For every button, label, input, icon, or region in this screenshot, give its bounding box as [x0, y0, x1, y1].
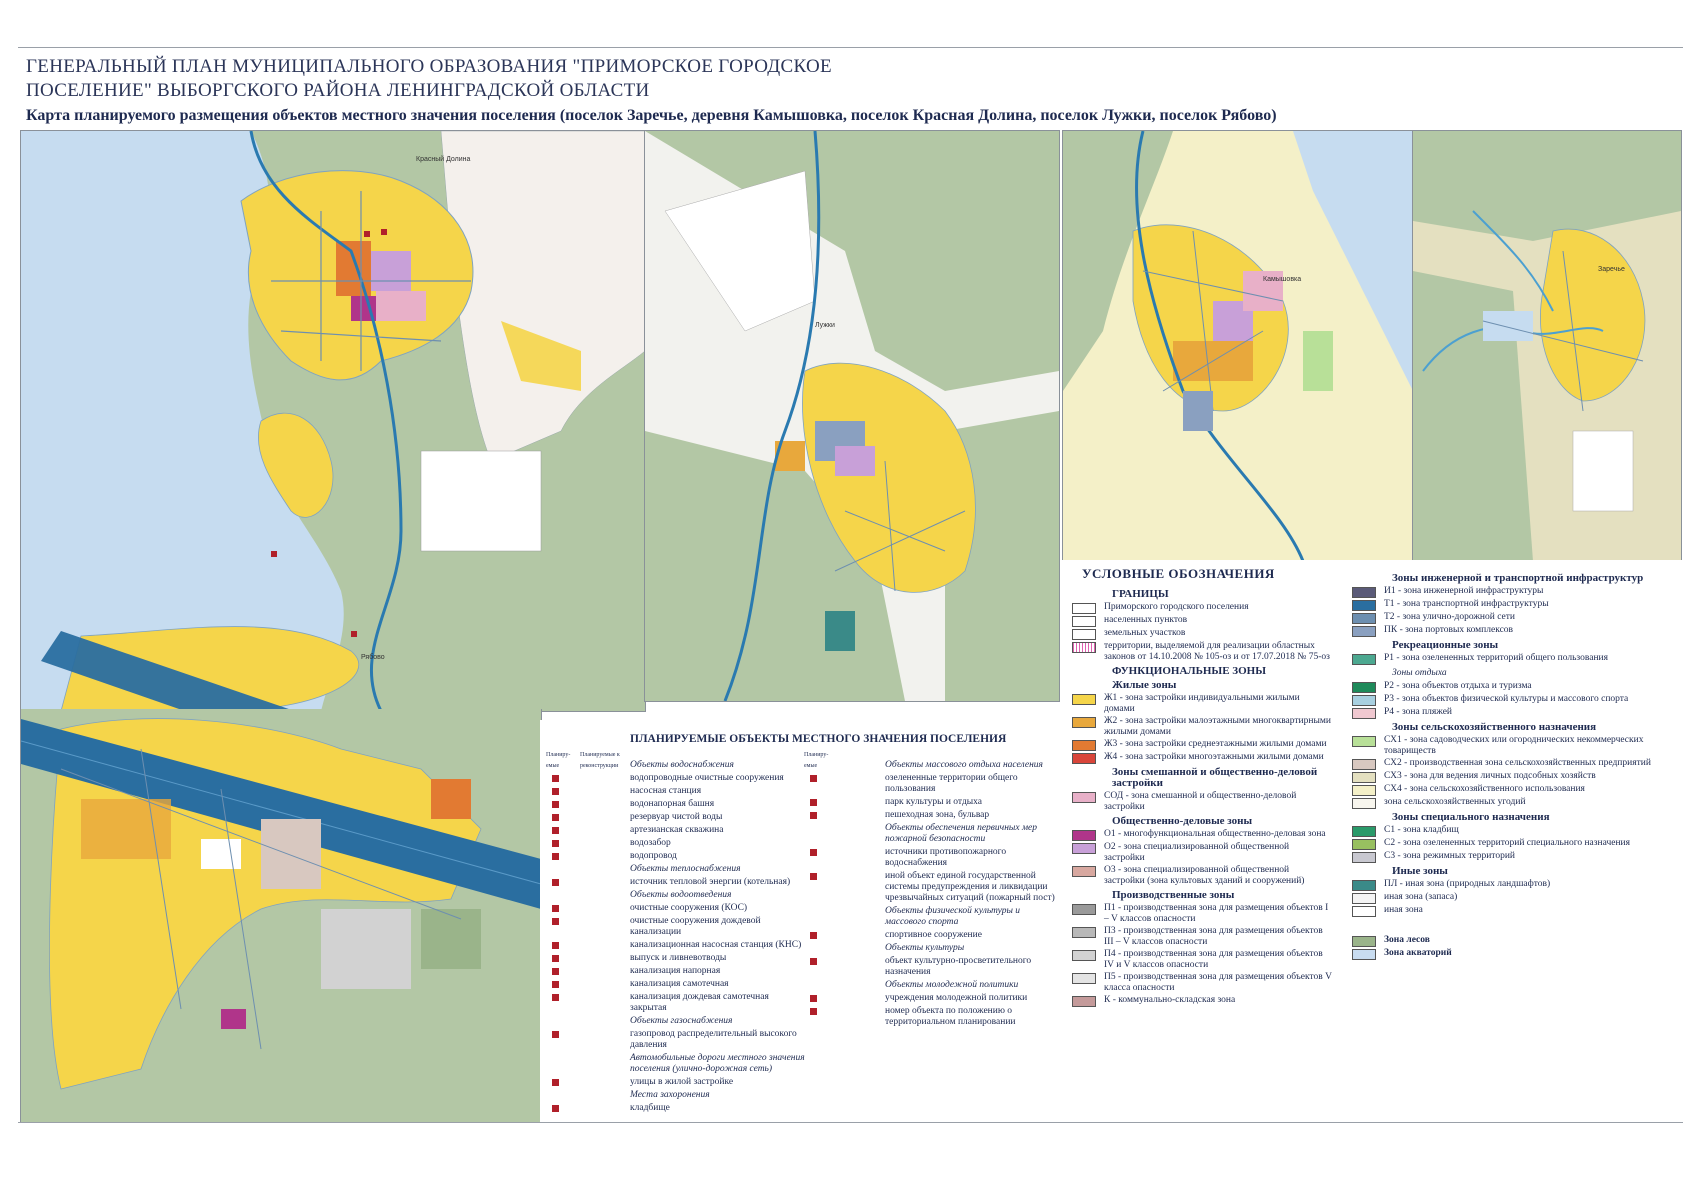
legend-swatch	[1072, 996, 1096, 1007]
legend-swatch	[1352, 736, 1376, 747]
legend-planned-item: улицы в жилой застройке	[630, 1077, 734, 1087]
legend-swatch	[1072, 792, 1096, 803]
legend-row: СХ4 - зона сельскохозяйственного использования	[1352, 784, 1682, 796]
label-krasnaya-dolina: Красный Долина	[416, 156, 471, 163]
map-subtitle: Карта планируемого размещения объектов местного значения поселения (поселок Заречье, деревня Камышовка, поселок Красная Долина, поселок Лужки, поселок Рябово)	[26, 107, 1277, 124]
legend-swatch	[1352, 906, 1376, 917]
legend-swatch	[1352, 798, 1376, 809]
legend-row: СХ2 - производственная зона сельскохозяйственных предприятий	[1352, 758, 1682, 770]
legend-planned-item: спортивное сооружение	[885, 930, 982, 940]
legend-row: Р1 - зона озелененных территорий общего пользования	[1352, 653, 1682, 665]
legend-planned-item: номер объекта по положению о территориальном планировании	[885, 1006, 1016, 1027]
map-title: ГЕНЕРАЛЬНЫЙ ПЛАН МУНИЦИПАЛЬНОГО ОБРАЗОВАНИЯ "ПРИМОРСКОЕ ГОРОДСКОЕ ПОСЕЛЕНИЕ" ВЫБОРГСКОГО РАЙОНА ЛЕНИНГРАДСКОЙ ОБЛАСТИ	[26, 56, 832, 101]
legend-row: СОД - зона смешанной и общественно-деловой застройки	[1072, 791, 1332, 813]
legend-row: Ж1 - зона застройки индивидуальными жилыми домами	[1072, 693, 1332, 715]
legend-marker-icon	[552, 1079, 559, 1086]
legend-section-heading: ФУНКЦИОНАЛЬНЫЕ ЗОНЫ	[1112, 665, 1267, 677]
legend-planned-item: Объекты газоснабжения	[630, 1016, 733, 1026]
legend-swatch	[1072, 603, 1096, 614]
legend-row: С1 - зона кладбищ	[1352, 825, 1682, 837]
legend-section-heading: Зоны инженерной и транспортной инфраструктур	[1392, 572, 1644, 584]
legend-main-title: УСЛОВНЫЕ ОБОЗНАЧЕНИЯ	[1082, 566, 1275, 581]
legend-row: зона сельскохозяйственных угодий	[1352, 797, 1682, 809]
legend-section-heading: ГРАНИЦЫ	[1112, 588, 1169, 600]
legend-planned-item: резервуар чистой воды	[630, 812, 723, 822]
legend-planned-item: кладбище	[630, 1103, 670, 1113]
legend-row: К - коммунально-складская зона	[1072, 995, 1332, 1007]
legend-planned-item: канализационная насосная станция (КНС)	[630, 940, 802, 950]
legend-planned-item: Места захоронения	[630, 1090, 710, 1100]
label-ryabovo: Рябово	[361, 654, 385, 661]
legend-planned-item: Объекты водоснабжения	[630, 760, 734, 770]
legend-row: С3 - зона режимных территорий	[1352, 851, 1682, 863]
legend-marker-icon	[552, 840, 559, 847]
legend-marker-icon	[810, 775, 817, 782]
legend-planned-item: очистные сооружения дождевой канализации	[630, 916, 761, 937]
top-rule	[18, 47, 1683, 48]
legend-planned-item: Объекты теплоснабжения	[630, 864, 741, 874]
legend-main	[1062, 560, 1682, 1122]
legend-row: земельных участков	[1072, 628, 1332, 640]
legend-swatch	[1072, 830, 1096, 841]
col-planned-header-2: Планиру-емые	[804, 752, 829, 769]
legend-marker-icon	[552, 981, 559, 988]
legend-row: О1 - многофункциональная общественно-деловая зона	[1072, 829, 1332, 841]
map-panel-kamyshovka[interactable]	[1062, 130, 1414, 562]
legend-planned-item: насосная станция	[630, 786, 702, 796]
legend-marker-icon	[552, 775, 559, 782]
legend-planned-item: газопровод распределительный высокого давления	[630, 1029, 797, 1050]
legend-row: Т2 - зона улично-дорожной сети	[1352, 612, 1682, 624]
legend-swatch	[1352, 587, 1376, 598]
legend-planned-item: Объекты обеспечения первичных мер пожарной безопасности	[885, 823, 1037, 844]
legend-swatch	[1352, 785, 1376, 796]
legend-row: Зона лесов	[1352, 935, 1682, 947]
legend-marker-icon	[552, 1105, 559, 1112]
label-luzhki: Лужки	[815, 322, 835, 329]
legend-marker-icon	[552, 879, 559, 886]
legend-section-heading: Зоны отдыха	[1392, 668, 1447, 678]
legend-planned-item: артезианская скважина	[630, 825, 724, 835]
legend-planned-item: Объекты молодежной политики	[885, 980, 1019, 990]
legend-planned-item: водонапорная башня	[630, 799, 715, 809]
legend-marker-icon	[552, 994, 559, 1001]
map-panel-ryabovo[interactable]	[20, 709, 542, 1123]
legend-marker-icon	[552, 918, 559, 925]
legend-swatch	[1352, 936, 1376, 947]
legend-swatch	[1072, 642, 1096, 653]
label-kamyshovka: Камышовка	[1263, 276, 1302, 283]
legend-planned-item: пешеходная зона, бульвар	[885, 810, 990, 820]
legend-row: иная зона (запаса)	[1352, 892, 1682, 904]
legend-row: СХ3 - зона для ведения личных подсобных хозяйств	[1352, 771, 1682, 783]
legend-swatch	[1072, 717, 1096, 728]
legend-planned-item: озелененные территории общего пользования	[885, 773, 1018, 794]
legend-swatch	[1352, 949, 1376, 960]
legend-marker-icon	[552, 955, 559, 962]
legend-marker-icon	[552, 968, 559, 975]
legend-swatch	[1072, 950, 1096, 961]
legend-section-heading: Общественно-деловые зоны	[1112, 815, 1253, 827]
col-planned-header: Планиру-емые	[546, 752, 571, 769]
legend-row: О3 - зона специализированной общественной застройки (зона культовых зданий и сооружений)	[1072, 865, 1332, 887]
legend-row: С2 - зона озелененных территорий специального назначения	[1352, 838, 1682, 850]
legend-row: территории, выделяемой для реализации областных законов от 14.10.2008 № 105-оз и от 17.07.2018 № 75-оз	[1072, 641, 1332, 663]
label-zarechye: Заречье	[1598, 266, 1625, 273]
legend-marker-icon	[552, 905, 559, 912]
legend-planned-item: канализация напорная	[630, 966, 721, 976]
legend-row: ПК - зона портовых комплексов	[1352, 625, 1682, 637]
legend-swatch	[1352, 682, 1376, 693]
legend-marker-icon	[810, 873, 817, 880]
legend-planned-item: источник тепловой энергии (котельная)	[630, 877, 791, 887]
legend-swatch	[1352, 826, 1376, 837]
legend-swatch	[1352, 600, 1376, 611]
legend-swatch	[1072, 616, 1096, 627]
legend-swatch	[1072, 904, 1096, 915]
legend-planned-item: Объекты массового отдыха населения	[885, 760, 1043, 770]
legend-planned-item: объект культурно-просветительного назначения	[885, 956, 1032, 977]
legend-planned-item: водопровод	[630, 851, 677, 861]
legend-row: иная зона	[1352, 905, 1682, 917]
legend-planned-title: ПЛАНИРУЕМЫЕ ОБЪЕКТЫ МЕСТНОГО ЗНАЧЕНИЯ ПОСЕЛЕНИЯ	[630, 733, 1007, 745]
map-panel-krasnaya-dolina[interactable]	[20, 130, 646, 712]
legend-row: Р3 - зона объектов физической культуры и массового спорта	[1352, 694, 1682, 706]
legend-swatch	[1072, 866, 1096, 877]
legend-swatch	[1352, 852, 1376, 863]
legend-section-heading: Жилые зоны	[1112, 679, 1177, 691]
legend-marker-icon	[552, 801, 559, 808]
legend-row: П3 - производственная зона для размещения объектов III – V классов опасности	[1072, 926, 1332, 948]
legend-row: П1 - производственная зона для размещения объектов I – V классов опасности	[1072, 903, 1332, 925]
legend-section-heading: Зоны сельскохозяйственного назначения	[1392, 721, 1597, 733]
legend-planned-item: Объекты физической культуры и массового спорта	[885, 906, 1021, 927]
legend-swatch	[1072, 694, 1096, 705]
legend-swatch	[1072, 753, 1096, 764]
legend-planned-item: выпуск и ливневотводы	[630, 953, 727, 963]
map-panel-zarechye[interactable]	[1412, 130, 1682, 562]
legend-swatch	[1072, 927, 1096, 938]
legend-marker-icon	[810, 958, 817, 965]
legend-marker-icon	[810, 849, 817, 856]
legend-swatch	[1072, 843, 1096, 854]
legend-section-heading: Зоны специального назначения	[1392, 811, 1550, 823]
legend-row: ПЛ - иная зона (природных ландшафтов)	[1352, 879, 1682, 891]
legend-marker-icon	[810, 932, 817, 939]
legend-planned-item: Автомобильные дороги местного значения поселения (улично-дорожная сеть)	[630, 1053, 805, 1074]
legend-swatch	[1352, 708, 1376, 719]
legend-swatch	[1352, 654, 1376, 665]
legend-section-heading: Иные зоны	[1392, 865, 1448, 877]
legend-swatch	[1352, 695, 1376, 706]
legend-row: Р4 - зона пляжей	[1352, 707, 1682, 719]
legend-planned-item: Объекты культуры	[885, 943, 965, 953]
legend-row: И1 - зона инженерной инфраструктуры	[1352, 586, 1682, 598]
legend-section-heading: Рекреационные зоны	[1392, 639, 1499, 651]
legend-swatch	[1352, 880, 1376, 891]
legend-planned-item: учреждения молодежной политики	[885, 993, 1028, 1003]
legend-row: Т1 - зона транспортной инфраструктуры	[1352, 599, 1682, 611]
col-reconstr-header: Планируемые к реконструкции	[580, 752, 620, 769]
legend-row: СХ1 - зона садоводческих или огороднических некоммерческих товариществ	[1352, 735, 1682, 757]
legend-planned-item: водопроводные очистные сооружения	[630, 773, 784, 783]
legend-marker-icon	[810, 995, 817, 1002]
legend-row: О2 - зона специализированной общественной застройки	[1072, 842, 1332, 864]
legend-planned-item: парк культуры и отдыха	[885, 797, 983, 807]
legend-planned-item: канализация дождевая самотечная закрытая	[630, 992, 769, 1013]
legend-row: П5 - производственная зона для размещения объектов V класса опасности	[1072, 972, 1332, 994]
legend-planned-item: очистные сооружения (КОС)	[630, 903, 748, 913]
legend-swatch	[1352, 772, 1376, 783]
legend-planned-item: источники противопожарного водоснабжения	[885, 847, 1007, 868]
legend-swatch	[1072, 740, 1096, 751]
legend-marker-icon	[810, 799, 817, 806]
legend-row: Ж2 - зона застройки малоэтажными многоквартирными жилыми домами	[1072, 716, 1332, 738]
legend-planned-item: Объекты водоотведения	[630, 890, 732, 900]
legend-row: Приморского городского поселения	[1072, 602, 1332, 614]
legend-planned-item: канализация самотечная	[630, 979, 729, 989]
legend-marker-icon	[552, 788, 559, 795]
legend-swatch	[1352, 613, 1376, 624]
legend-marker-icon	[552, 814, 559, 821]
legend-planned-item: иной объект единой государственной системы предупреждения и ликвидации чрезвычайных ситуаций (пожарный пост)	[885, 871, 1055, 903]
legend-swatch	[1352, 839, 1376, 850]
legend-section-heading: Производственные зоны	[1112, 889, 1235, 901]
legend-swatch	[1072, 629, 1096, 640]
legend-swatch	[1352, 893, 1376, 904]
legend-marker-icon	[552, 827, 559, 834]
legend-row: П4 - производственная зона для размещения объектов IV и V классов опасности	[1072, 949, 1332, 971]
legend-planned-objects	[540, 720, 1062, 1122]
legend-swatch	[1072, 973, 1096, 984]
map-panel-luzhki[interactable]	[644, 130, 1060, 702]
legend-planned-item: водозабор	[630, 838, 671, 848]
legend-marker-icon	[552, 853, 559, 860]
legend-row: населенных пунктов	[1072, 615, 1332, 627]
legend-section-heading: Зоны смешанной и общественно-деловой застройки	[1112, 766, 1318, 789]
legend-marker-icon	[810, 1008, 817, 1015]
legend-marker-icon	[552, 942, 559, 949]
legend-marker-icon	[810, 812, 817, 819]
legend-swatch	[1352, 759, 1376, 770]
legend-marker-icon	[552, 1031, 559, 1038]
legend-row: Зона акваторий	[1352, 948, 1682, 960]
legend-row: Ж3 - зона застройки среднеэтажными жилыми домами	[1072, 739, 1332, 751]
bottom-rule	[18, 1122, 1683, 1123]
map-krasnaya-dolina	[21, 131, 645, 711]
legend-swatch	[1352, 626, 1376, 637]
legend-row: Ж4 - зона застройки многоэтажными жилыми домами	[1072, 752, 1332, 764]
legend-row: Р2 - зона объектов отдыха и туризма	[1352, 681, 1682, 693]
